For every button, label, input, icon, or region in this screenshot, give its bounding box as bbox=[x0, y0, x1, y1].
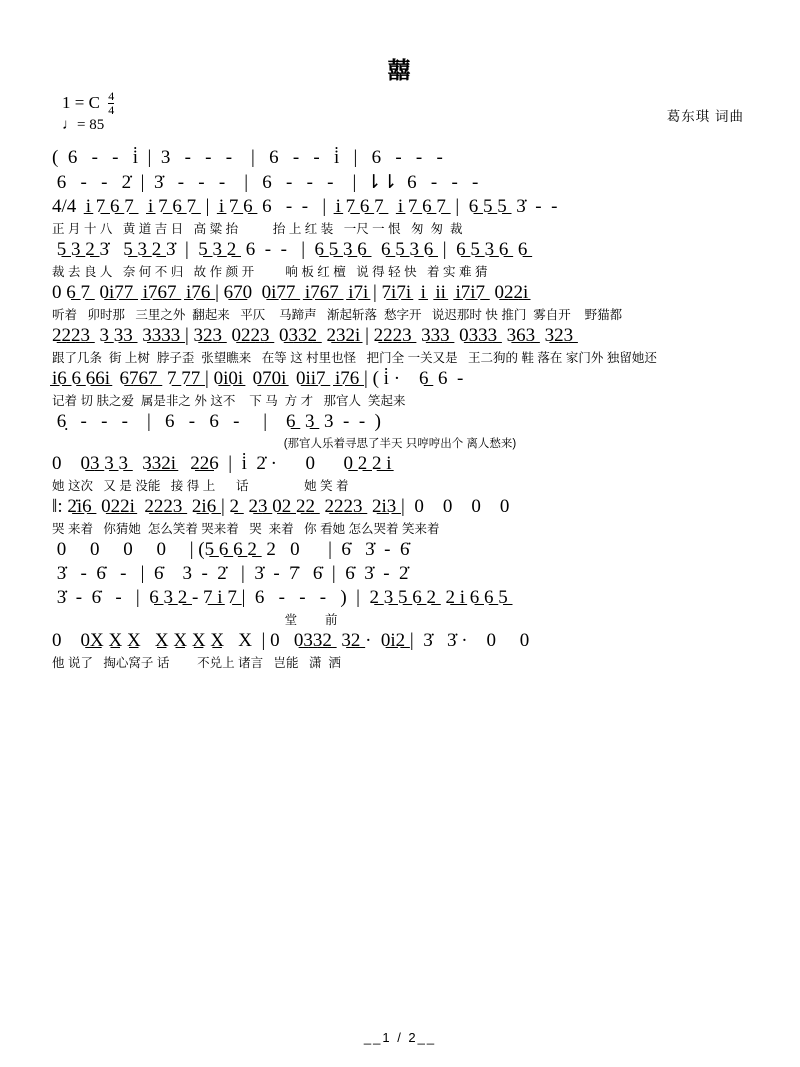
system-verse6-a bbox=[0, 630, 800, 671]
system-verse3-a bbox=[0, 368, 800, 409]
system-verse5-c bbox=[0, 587, 800, 628]
system-verse1-a bbox=[0, 196, 800, 237]
system-verse1-b bbox=[0, 239, 800, 280]
time-signature bbox=[108, 90, 114, 116]
music-row: ‖: 2̲̇i̲6̲ 0̲2̲2̲i̲ 2̲2̲2̲3̲ 2̲i̲6̲ | 2̲ 2̲3̲ 0̲2̲ 2̲2̲ 2̲2̲2̲3̲ 2̲i̲3̲ | 0 0 0 0 bbox=[52, 496, 510, 517]
time-signature-denominator: 4 bbox=[108, 102, 115, 117]
key-signature-text: 1 = C bbox=[62, 93, 100, 112]
music-row: 0 0̲X̲ X̲ X̲ X̲ X̲ X̲ X̲ X | 0 0̲3̲3̲2̲ 3̲2̲ · 0̲i̲2̲ | 3̇ 3̇ · 0 0 bbox=[52, 630, 530, 651]
music-row: 6 - - 2̇ | 3̇ - - - | 6 - - - | ⇂⇂ 6 - - - bbox=[52, 172, 479, 193]
tempo-marking: ♩= 85 bbox=[62, 117, 105, 133]
lyric-row: 裁 去 良 人 奈 何 不 归 故 作 颜 开 响 板 红 檀 说 得 轻 快 着 实 难 猜 bbox=[52, 265, 488, 279]
lyric-row: 跟了几条 街 上树 脖子歪 张望瞧来 在等 这 村里也怪 把门全 一关又是 王二狗的 鞋 落在 家门外 独留她还 bbox=[52, 351, 657, 365]
lyric-row: 她 这次 又 是 没能 接 得 上 话 她 笑 着 bbox=[52, 479, 349, 493]
key-signature bbox=[62, 91, 114, 117]
system-intro-2 bbox=[0, 171, 800, 194]
lyric-row: 正 月 十 八 黄 道 吉 日 高 粱 抬 抬 上 红 装 一尺 一 恨 匆 匆 裁 bbox=[52, 222, 463, 236]
music-row: 4/4 i̲ 7̲ 6̲ 7̲ i̲ 7̲ 6̲ 7̲ | i̲ 7̲ 6̲ 6 - - | i̲ 7̲ 6̲ 7̲ i̲ 7̲ 6̲ 7̲ | 6̲ 5̲ 5̲ 3̇ - - bbox=[52, 196, 558, 217]
lyric-row: 堂 前 bbox=[52, 613, 338, 627]
lyric-row: 记着 切 肤之爱 属是非之 外 这不 下 马 方 才 那官人 笑起来 bbox=[52, 394, 406, 408]
page-number: __1 / 2__ bbox=[363, 1030, 437, 1045]
system-verse4-a bbox=[0, 453, 800, 494]
system-verse5-a bbox=[0, 539, 800, 561]
page-title: 囍 bbox=[387, 57, 413, 83]
system-intro-1 bbox=[0, 147, 800, 169]
time-signature-numerator: 4 bbox=[108, 89, 115, 103]
composer-credit: 葛东琪 词曲 bbox=[666, 109, 744, 124]
music-row: 0 0̲3̲ 3̲ 3̲ 3̲3̲2̲i̲ 2̲2̲6 | i̇ 2̇ · 0 0̲ 2̲ 2̲ i̲ bbox=[52, 453, 392, 474]
music-row: 6̣ - - - | 6 - 6 - | 6̲ 3̲ 3 - - ) bbox=[52, 411, 381, 432]
system-verse2-b bbox=[0, 325, 800, 366]
system-verse4-b bbox=[0, 496, 800, 537]
music-row: 2̲2̲2̲3̲ 3̲ 3̲3̲ 3̲3̲3̲3̲ | 3̲2̲3̲ 0̲2̲2̲3̲ 0̲3̲3̲2̲ 2̲3̲2̲i̲ | 2̲2̲2̲3̲ 3̲3̲3̲ 0̲3̲3̲3̲ 3̲6̲3̲ 3̲2̲3̲ bbox=[52, 325, 574, 346]
music-row: i̲6̲ 6̲ 6̲6̲i̲ 6̲7̲6̲7̲ 7̲ 7̲7̲ | 0̲i̲0̲i̲ 0̲7̲0̲i̲ 0̲i̲i̲7̲ i̲7̲6̲ | ( i̇ · 6̲ 6 - bbox=[52, 368, 464, 389]
music-row: 0 6̲ 7̲ 0̲i̲7̲7̲ i̲7̲6̲7̲ i̲7̲6̲ | 6̲7̲0 0̲i̲7̲7̲ i̲7̲6̲7̲ i̲7̲i̲ | 7̲i̲7̲i̲ i̲ i̲i̲ i̲7̲i̲7̲ 0̲2̲2̲i̲ bbox=[52, 282, 529, 303]
music-row: 3̇ - 6̇ - | 6̲ 3̲ 2̲ - 7̲ i̲ 7̲ | 6 - - - ) | 2̲ 3̲ 5̲ 6̲ 2̲ 2̲ i̲ 6̲ 6̲ 5̲ bbox=[52, 587, 508, 608]
parenthetical-note: (那官人乐着寻思了半天 只哼哼出个 离人愁来) bbox=[283, 438, 517, 450]
system-verse5-b bbox=[0, 563, 800, 585]
music-row: 3̇ - 6̇ - | 6̇ 3 - 2̇ | 3̇ - 7̇ 6̇ | 6̇ 3̇ - 2̇ bbox=[52, 563, 409, 584]
system-verse3-b bbox=[0, 411, 800, 451]
music-row: 0 0 0 0 | (5̲ 6̲ 6̲ 2̲ 2 0 | 6̇ 3̇ - 6̇ bbox=[52, 539, 410, 560]
music-row: 5̲ 3̲ 2̲ 3̇ 5̲ 3̲ 2̲ 3̇ | 5̲ 3̲ 2̲ 6 - - | 6̲ 5̲ 3̲ 6̲ 6̲ 5̲ 3̲ 6̲ | 6̲ 5̲ 3̲ 6̲ 6̲ bbox=[52, 239, 528, 260]
lyric-row: 听着 卯时那 三里之外 翻起来 平仄 马蹄声 渐起斩落 愁字开 说迟那时 快 推门 雾自开 野猫都 bbox=[52, 308, 623, 322]
system-verse2-a bbox=[0, 282, 800, 323]
music-row: ( 6 - - i̇ | 3 - - - | 6 - - i̇ | 6 - - - bbox=[52, 147, 443, 168]
lyric-row: 他 说了 掏心窝子 话 不兑上 诸言 岂能 潇 洒 bbox=[52, 656, 341, 670]
score-header bbox=[0, 91, 800, 147]
lyric-row: 哭 来着 你猜她 怎么笑着 哭来着 哭 来着 你 看她 怎么哭着 笑来着 bbox=[52, 522, 440, 536]
